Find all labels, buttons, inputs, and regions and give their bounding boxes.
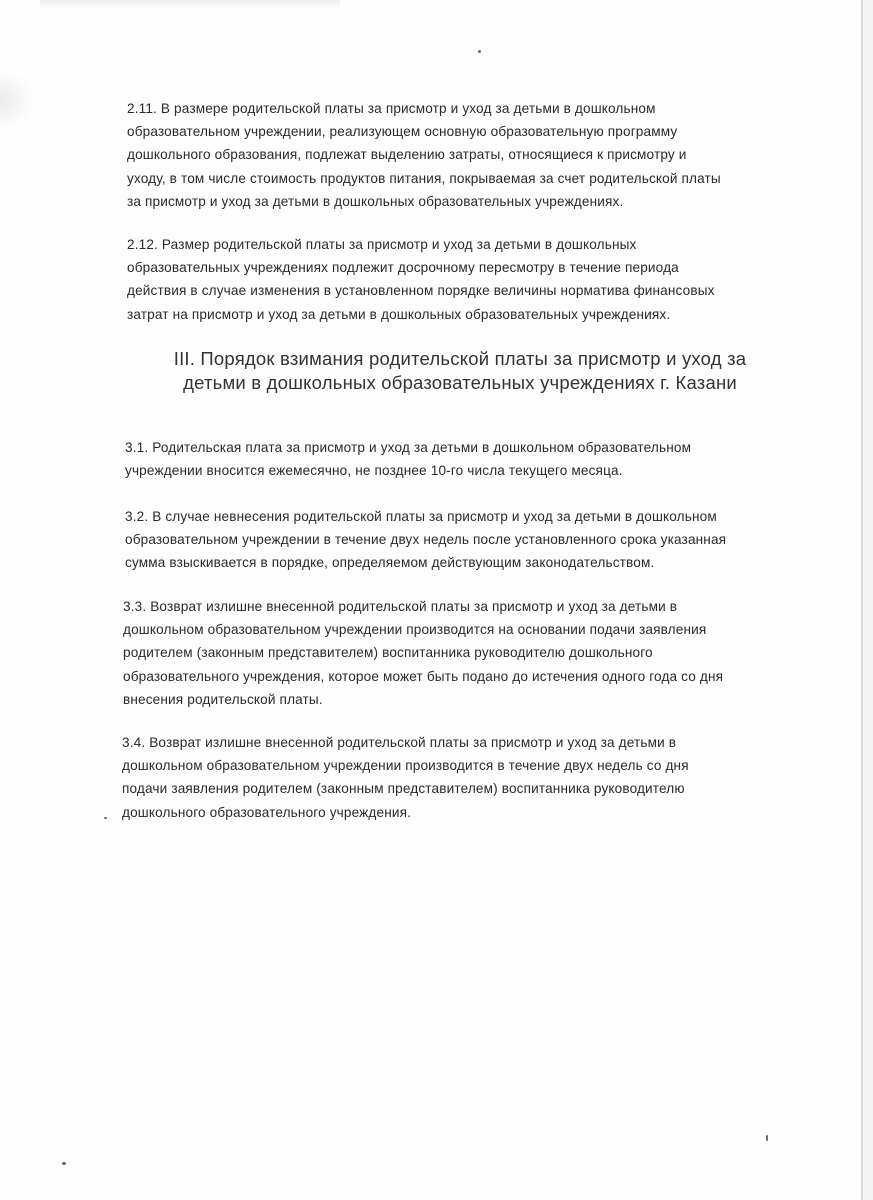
- paragraph-2-11: [127, 97, 721, 213]
- text-line: 3.1. Родительская плата за присмотр и уход за детьми в дошкольном образовательном: [125, 440, 692, 455]
- text-line: образовательного учреждения, которое может быть подано до истечения одного года со дня: [123, 668, 724, 684]
- paragraph-3-2: [125, 505, 726, 575]
- text-line: за присмотр и уход за детьми в дошкольных образовательных учреждениях.: [127, 193, 624, 209]
- text-line: дошкольного образовательного учреждения.: [122, 804, 412, 820]
- section-3-heading: [120, 347, 800, 395]
- text-line: образовательном учреждении в течение двух недель после установленного срока указанная: [125, 532, 727, 548]
- scan-speck: [62, 1162, 66, 1165]
- text-line: дошкольном образовательном учреждении производится в течение двух недель со дня: [122, 758, 689, 774]
- heading-line: III. Порядок взимания родительской платы за присмотр и уход за: [173, 348, 747, 369]
- scan-smudge: [40, 0, 340, 8]
- text-line: подачи заявления родителем (законным представителем) воспитанника руководителю: [122, 781, 685, 797]
- text-line: действия в случае изменения в установленном порядке величины норматива финансовых: [127, 283, 715, 299]
- text-line: 3.2. В случае невнесения родительской платы за присмотр и уход за детьми в дошкольном: [125, 509, 717, 524]
- text-line: дошкольного образования, подлежат выделению затраты, относящиеся к присмотру и: [127, 147, 687, 163]
- scan-edge-shadow: [863, 0, 873, 1200]
- text-line: образовательном учреждении, реализующем основную образовательную программу: [127, 124, 678, 140]
- scan-speck: [104, 817, 107, 819]
- text-line: 3.4. Возврат излишне внесенной родительской платы за присмотр и уход за детьми в: [122, 735, 677, 750]
- paragraph-3-1: [125, 436, 691, 482]
- text-line: сумма взыскивается в порядке, определяемом действующим законодательством.: [125, 555, 655, 571]
- text-line: образовательных учреждениях подлежит досрочному пересмотру в течение периода: [127, 260, 679, 276]
- text-line: уходу, в том числе стоимость продуктов питания, покрываемая за счет родительской платы: [127, 170, 721, 186]
- scan-speck: [766, 1135, 768, 1141]
- paragraph-3-4: [122, 731, 689, 824]
- paragraph-2-12: [127, 233, 715, 326]
- heading-line: детьми в дошкольных образовательных учреждениях г. Казани: [183, 372, 737, 393]
- text-line: дошкольном образовательном учреждении производится на основании подачи заявления: [123, 622, 707, 638]
- scan-smudge: [0, 70, 36, 130]
- text-line: затрат на присмотр и уход за детьми в дошкольных образовательных учреждениях.: [127, 306, 671, 322]
- text-line: родителем (законным представителем) воспитанника руководителю дошкольного: [123, 645, 653, 661]
- text-line: 2.12. Размер родительской платы за присмотр и уход за детьми в дошкольных: [127, 237, 637, 252]
- paragraph-3-3: [123, 595, 723, 711]
- scan-speck: [478, 50, 481, 53]
- scan-edge-line: [861, 0, 863, 1200]
- text-line: внесения родительской платы.: [123, 691, 323, 707]
- text-line: 3.3. Возврат излишне внесенной родительской платы за присмотр и уход за детьми в: [123, 599, 678, 614]
- text-line: 2.11. В размере родительской платы за присмотр и уход за детьми в дошкольном: [127, 101, 656, 116]
- text-line: учреждении вносится ежемесячно, не позднее 10-го числа текущего месяца.: [125, 463, 623, 479]
